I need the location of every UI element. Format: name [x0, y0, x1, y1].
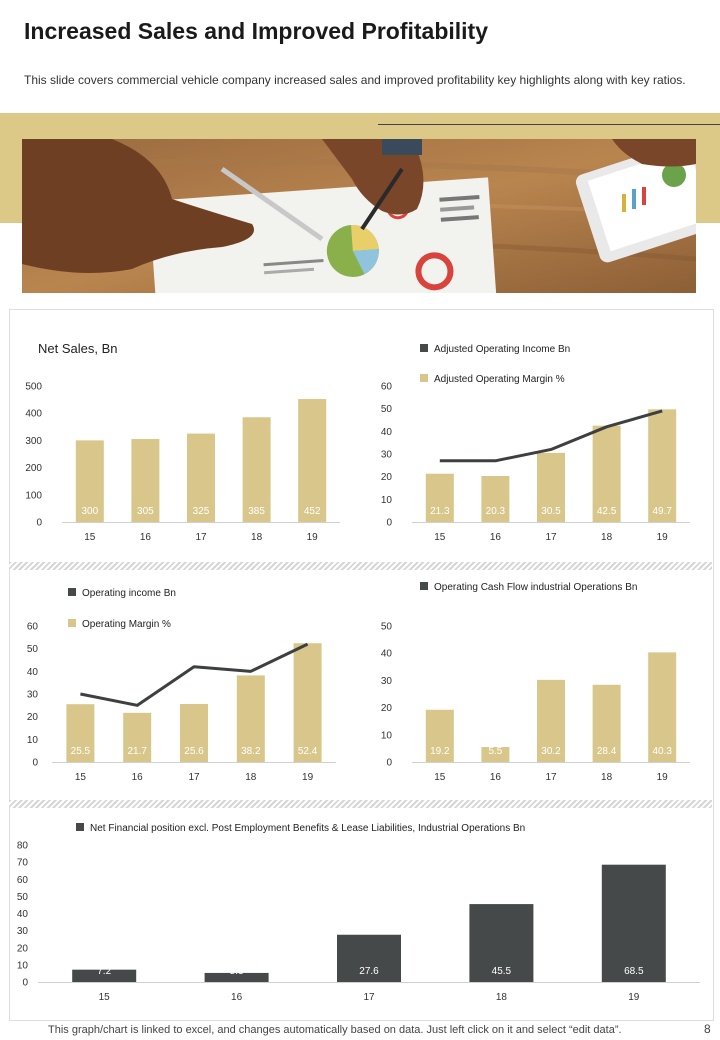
legend-swatch: [420, 374, 428, 382]
legend-label: Operating Margin %: [82, 619, 171, 630]
x-tick-label: 16: [139, 532, 151, 543]
x-tick-label: 17: [545, 772, 557, 783]
y-tick-label: 30: [16, 926, 28, 938]
legend-label: Operating Cash Flow industrial Operations Bn: [434, 582, 638, 593]
bar-value-label: 27.6: [359, 966, 379, 977]
y-tick-label: 20: [380, 703, 392, 715]
bar-value-label: 25.5: [70, 746, 91, 757]
legend-swatch: [76, 823, 84, 831]
x-tick-label: 16: [131, 772, 143, 783]
y-tick-label: 0: [386, 517, 392, 529]
x-tick-label: 19: [306, 532, 318, 543]
bar-value-label: 30.5: [541, 506, 561, 517]
bar-value-label: 28.4: [596, 746, 617, 757]
y-tick-label: 20: [26, 712, 38, 724]
bar-value-label: 38.2: [241, 746, 261, 757]
x-tick-label: 18: [495, 992, 507, 1003]
y-tick-label: 30: [380, 449, 392, 461]
hero-photo: [22, 139, 696, 293]
section-divider: [9, 562, 712, 570]
bar-value-label: 305: [137, 506, 154, 517]
bar-value-label: 40.3: [652, 746, 672, 757]
y-tick-label: 0: [36, 517, 42, 529]
y-tick-label: 10: [16, 960, 28, 972]
y-tick-label: 20: [380, 472, 392, 484]
net-sales-chart: [0, 330, 360, 560]
bar-value-label: 20.3: [485, 506, 506, 517]
y-tick-label: 50: [380, 404, 392, 416]
y-tick-label: 40: [26, 666, 38, 678]
x-tick-label: 17: [545, 532, 557, 543]
y-tick-label: 30: [380, 675, 392, 687]
x-tick-label: 16: [231, 992, 243, 1003]
operating-income-chart: [0, 575, 360, 795]
y-tick-label: 80: [16, 840, 28, 852]
y-tick-label: 10: [26, 734, 38, 746]
y-tick-label: 400: [25, 408, 42, 420]
page-title: Increased Sales and Improved Profitability: [24, 18, 488, 44]
bar-value-label: 25.6: [184, 746, 204, 757]
y-tick-label: 200: [25, 463, 42, 475]
net-financial-position-chart: [0, 815, 720, 1015]
legend-swatch: [68, 588, 76, 596]
x-tick-label: 18: [251, 532, 263, 543]
y-tick-label: 40: [380, 426, 392, 438]
y-tick-label: 50: [380, 621, 392, 633]
legend-swatch: [420, 582, 428, 590]
x-tick-label: 15: [84, 532, 96, 543]
bar: [294, 643, 322, 762]
legend-label: Net Financial position excl. Post Employment Benefits & Lease Liabilities, Industrial Operations Bn: [90, 823, 526, 834]
section-divider: [9, 800, 712, 808]
x-tick-label: 19: [302, 772, 314, 783]
y-tick-label: 70: [16, 857, 28, 869]
bar-value-label: 49.7: [652, 506, 672, 517]
x-tick-label: 19: [656, 772, 668, 783]
bar-value-label: 300: [81, 506, 99, 517]
x-tick-label: 15: [434, 772, 446, 783]
bar-value-label: 5.5: [488, 746, 503, 757]
y-tick-label: 60: [16, 874, 28, 886]
x-tick-label: 17: [188, 772, 200, 783]
bar-value-label: 21.7: [127, 746, 147, 757]
y-tick-label: 0: [386, 757, 392, 769]
bar-value-label: 45.5: [491, 966, 512, 977]
y-tick-label: 10: [380, 494, 392, 506]
legend-swatch: [420, 344, 428, 352]
x-tick-label: 18: [245, 772, 257, 783]
page-number: 8: [704, 1022, 711, 1036]
x-tick-label: 17: [195, 532, 207, 543]
adjusted-operating-chart: [360, 330, 720, 560]
bar-value-label: 21.3: [430, 506, 450, 517]
legend-label: Adjusted Operating Margin %: [434, 374, 565, 385]
y-tick-label: 100: [25, 490, 42, 502]
y-tick-label: 30: [26, 689, 38, 701]
y-tick-label: 60: [380, 381, 392, 393]
y-tick-label: 20: [16, 943, 28, 955]
x-tick-label: 19: [628, 992, 640, 1003]
bar-value-label: 30.2: [541, 746, 561, 757]
x-tick-label: 15: [74, 772, 86, 783]
band-divider: [378, 124, 720, 125]
x-tick-label: 19: [656, 532, 668, 543]
bar-value-label: 5.3: [229, 966, 244, 977]
y-tick-label: 500: [25, 381, 42, 393]
x-tick-label: 15: [98, 992, 110, 1003]
chart-title: Net Sales, Bn: [38, 341, 118, 356]
bar: [298, 399, 326, 522]
bar-value-label: 68.5: [624, 966, 644, 977]
y-tick-label: 50: [26, 644, 38, 656]
x-tick-label: 18: [601, 532, 613, 543]
x-tick-label: 18: [601, 772, 613, 783]
y-tick-label: 300: [25, 435, 42, 447]
y-tick-label: 40: [380, 648, 392, 660]
x-tick-label: 15: [434, 532, 446, 543]
bar-value-label: 385: [248, 506, 265, 517]
y-tick-label: 0: [22, 977, 28, 989]
x-tick-label: 16: [489, 772, 501, 783]
bar-value-label: 325: [192, 506, 210, 517]
legend-swatch: [68, 619, 76, 627]
y-tick-label: 40: [16, 909, 28, 920]
bar-value-label: 19.2: [430, 746, 450, 757]
y-tick-label: 10: [380, 730, 392, 742]
bar: [602, 865, 666, 982]
operating-cash-flow-chart: [360, 575, 720, 795]
y-tick-label: 0: [32, 757, 38, 769]
footer-note: This graph/chart is linked to excel, and changes automatically based on data. Just left click on it and select “edit data”.: [48, 1024, 622, 1036]
y-tick-label: 60: [26, 621, 38, 633]
legend-label: Operating income Bn: [82, 588, 176, 599]
bar-value-label: 42.5: [596, 506, 617, 517]
x-tick-label: 16: [489, 532, 501, 543]
x-tick-label: 17: [363, 992, 375, 1003]
bar-value-label: 452: [303, 506, 321, 517]
legend-label: Adjusted Operating Income Bn: [434, 344, 571, 355]
series-line: [80, 644, 307, 705]
bar-value-label: 52.4: [297, 746, 318, 757]
bar-value-label: 7.2: [97, 966, 112, 977]
page-subtitle: This slide covers commercial vehicle company increased sales and improved profitability key highlights along with key ratios.: [24, 73, 686, 87]
y-tick-label: 50: [16, 891, 28, 903]
